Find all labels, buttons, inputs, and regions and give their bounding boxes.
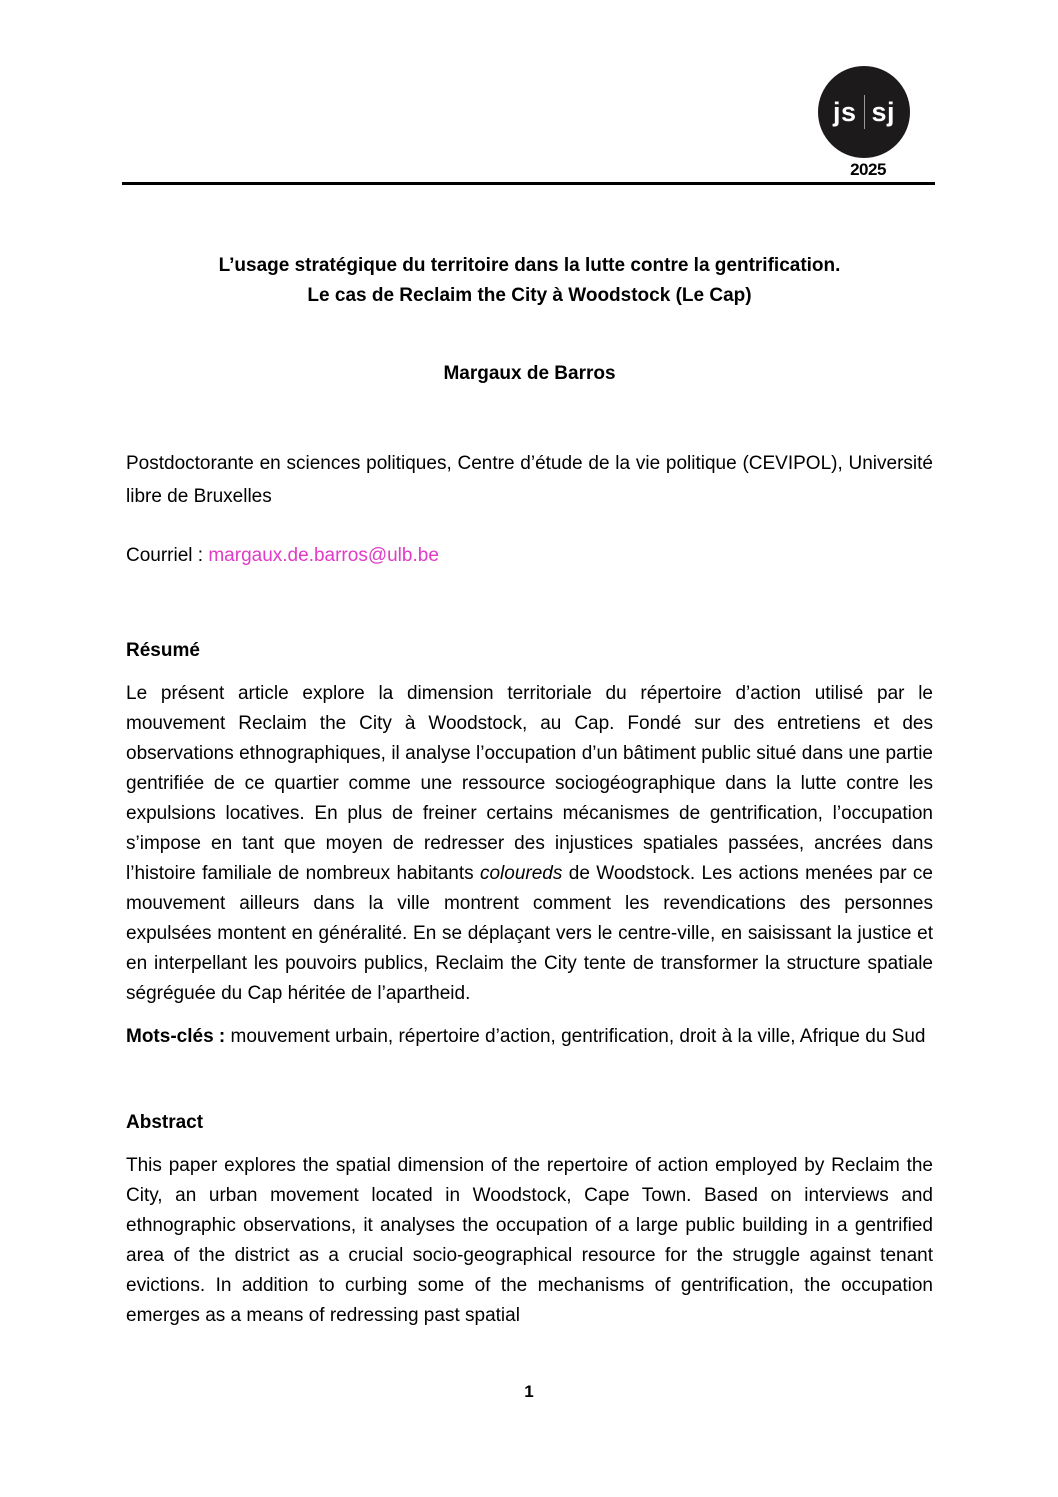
article-content: [126, 0, 933, 1331]
author-affiliation: Postdoctorante en sciences politiques, Centre d’étude de la vie politique (CEVIPOL), Université libre de Bruxelles: [126, 453, 933, 507]
keywords-label: Mots-clés :: [126, 1026, 226, 1047]
contact-line: [126, 539, 933, 572]
article-title: [126, 251, 933, 311]
abstract-paragraph: This paper explores the spatial dimension of the repertoire of action employed by Reclaim the City, an urban movement located in Woodstock, Cape Town. Based on interviews and ethnographic observations, it analyses the occupation of a large public building in a gentrified area of the district as a crucial socio-geographical resource for the struggle against tenant evictions. In addition to curbing some of the mechanisms of gentrification, the occupation emerges as a means of redressing past spatial: [126, 1155, 933, 1326]
abstract-heading: Abstract: [126, 1112, 204, 1133]
article-title-line1: L’usage stratégique du territoire dans la lutte contre la gentrification.: [218, 255, 841, 276]
publication-year: 2025: [850, 160, 886, 179]
contact-label: Courriel :: [126, 545, 204, 566]
keywords-text: mouvement urbain, répertoire d’action, gentrification, droit à la ville, Afrique du Sud: [225, 1026, 926, 1047]
resume-heading: Résumé: [126, 640, 200, 661]
resume-text-1: Le présent article explore la dimension territoriale du répertoire d’action utilisé par le mouvement Reclaim the City à Woodstock, au Cap. Fondé sur des entretiens et des observations ethnographiques, il analyse l’occupation d’un bâtiment public situé dans une partie gentrifiée de ce quartier comme une ressource sociogéographique dans la lutte contre les expulsions locatives. En plus de freiner certains mécanismes de gentrification, l’occupation s’impose en tant que moyen de redresser des injustices spatiales passées, ancrées dans l’histoire familiale de nombreux habitants: [126, 683, 933, 884]
keywords-paragraph: [126, 1022, 933, 1052]
email-link[interactable]: margaux.de.barros@ulb.be: [208, 545, 439, 566]
author-name: Margaux de Barros: [443, 363, 616, 384]
resume-paragraph: [126, 679, 933, 1009]
resume-italic-word: coloureds: [479, 863, 563, 884]
logo-text-left: js: [832, 96, 857, 127]
article-title-line2: Le cas de Reclaim the City à Woodstock (Le Cap): [307, 285, 752, 306]
logo-text-right: sj: [871, 96, 896, 127]
page-number: 1: [524, 1382, 534, 1401]
resume-text-2: de Woodstock. Les actions menées par ce mouvement ailleurs dans la ville montrent comment les revendications des personnes expulsées montent en généralité. En se déplaçant vers le centre-ville, en saisissant la justice et en interpellant les pouvoirs publics, Reclaim the City tente de transformer la structure spatiale ségréguée du Cap héritée de l’apartheid.: [126, 863, 933, 1004]
